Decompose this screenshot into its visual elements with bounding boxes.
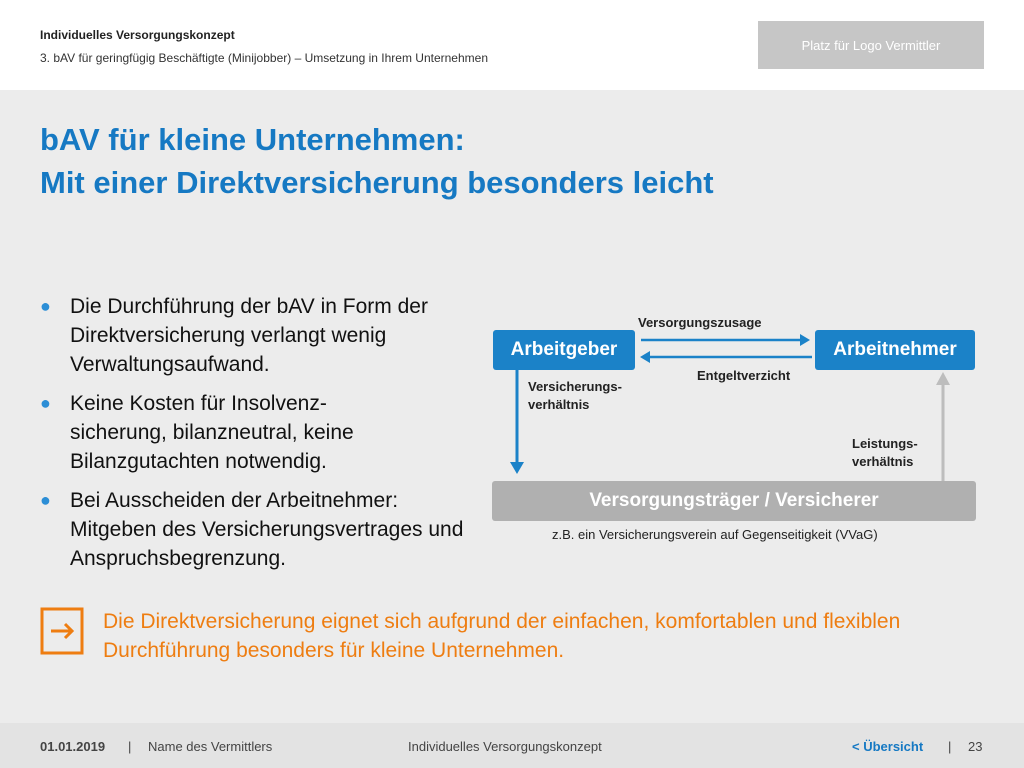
logo-placeholder: Platz für Logo Vermittler <box>758 21 984 69</box>
bullet-dot-icon: ● <box>40 393 51 413</box>
header-subtitle: 3. bAV für geringfügig Beschäftigte (Minijobber) – Umsetzung in Ihrem Unternehmen <box>40 51 489 65</box>
salary-waiver-label: Entgeltverzicht <box>697 368 791 383</box>
header-title: Individuelles Versorgungskonzept <box>40 28 235 42</box>
footer-broker-name: Name des Vermittlers <box>148 739 273 754</box>
page-title-line2: Mit einer Direktversicherung besonders leicht <box>40 165 714 200</box>
footer-separator: | <box>948 739 952 754</box>
bullet-dot-icon: ● <box>40 296 51 316</box>
provider-example: z.B. ein Versicherungsverein auf Gegenseitigkeit (VVaG) <box>552 527 878 542</box>
footer-doc-title: Individuelles Versorgungskonzept <box>408 739 602 754</box>
bullet-text: Keine Kosten für Insolvenz-sicherung, bilanzneutral, keine Bilanzgutachten notwendig. <box>70 392 354 473</box>
insurance-relation-line2: verhältnis <box>528 397 590 412</box>
header <box>0 0 1024 90</box>
footer-date: 01.01.2019 <box>40 739 106 754</box>
benefit-relation-line2: verhältnis <box>852 454 914 469</box>
provider-box: Versorgungsträger / Versicherer <box>492 481 976 521</box>
benefit-relation-label <box>852 435 918 471</box>
bullet-list <box>38 292 488 583</box>
footer <box>0 723 1024 768</box>
insurance-relation-arrow <box>510 370 524 474</box>
employee-box: Arbeitnehmer <box>815 330 975 370</box>
salary-waiver-arrow <box>640 351 812 363</box>
benefit-relation-line1: Leistungs- <box>852 436 918 451</box>
promise-label: Versorgungszusage <box>638 315 762 330</box>
insurance-relation-line1: Versicherungs- <box>528 379 622 394</box>
promise-arrow <box>641 334 810 346</box>
insurance-relation-label <box>528 378 622 414</box>
conclusion-text: Die Direktversicherung eignet sich aufgrund der einfachen, komfortablen und flexiblen Durchführung besonders für kleine Unternehmen. <box>103 610 901 662</box>
bullet-text: Die Durchführung der bAV in Form der Direktversicherung verlangt wenig Verwaltungsaufwand. <box>70 295 428 376</box>
employer-box: Arbeitgeber <box>493 330 635 370</box>
bullet-item <box>38 389 410 476</box>
overview-link[interactable]: < Übersicht <box>852 739 924 754</box>
page-title <box>40 118 714 204</box>
page-title-line1: bAV für kleine Unternehmen: <box>40 122 465 157</box>
benefit-relation-arrow <box>936 372 950 481</box>
footer-separator: | <box>128 739 132 754</box>
page-number: 23 <box>968 739 983 754</box>
bullet-text: Bei Ausscheiden der Arbeitnehmer: Mitgeben des Versicherungsvertrages und Anspruchsbegrenzung. <box>70 489 464 570</box>
arrow-right-box-icon <box>40 607 84 655</box>
bullet-dot-icon: ● <box>40 490 51 510</box>
bullet-item <box>38 292 450 379</box>
bullet-item <box>38 486 490 573</box>
